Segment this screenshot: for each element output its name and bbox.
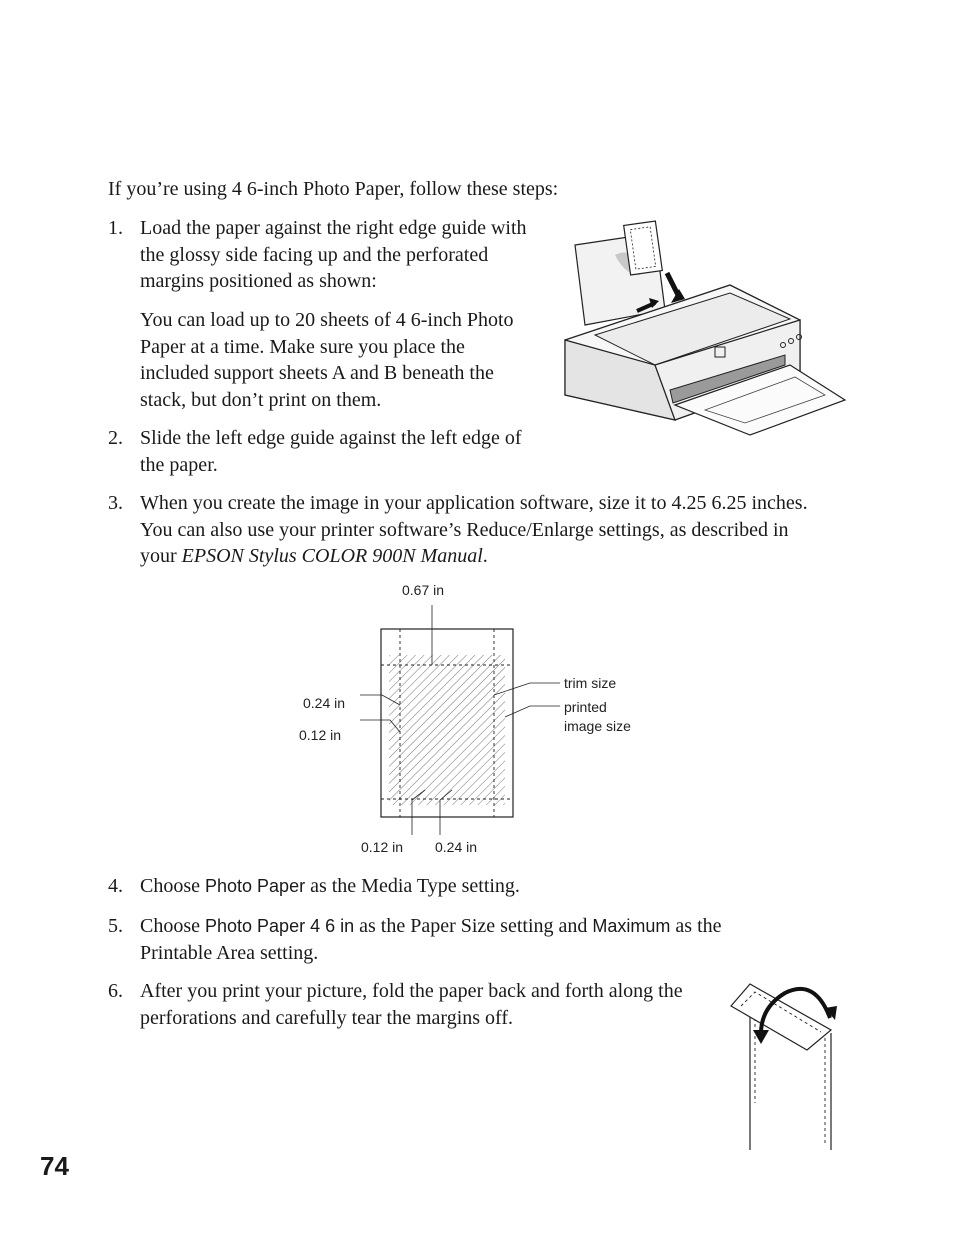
manual-title: EPSON Stylus COLOR 900N Manual bbox=[181, 545, 483, 567]
step-5-number: 5. bbox=[108, 915, 123, 937]
ui-term-maximum: Maximum bbox=[592, 916, 671, 936]
diagram-label-bottom-024: 0.24 in bbox=[435, 839, 478, 855]
fold-illustration bbox=[725, 978, 845, 1153]
step-6-text: After you print your picture, fold the paper back and forth along the perforations and carefully tear the margins off. bbox=[140, 980, 683, 1029]
step-4-post: as the Media Type setting. bbox=[305, 875, 520, 897]
step-4-pre: Choose bbox=[140, 875, 205, 897]
step-6-number: 6. bbox=[108, 980, 123, 1002]
margin-diagram bbox=[360, 600, 580, 840]
step-5-text bbox=[140, 913, 760, 966]
diagram-label-bottom-012: 0.12 in bbox=[361, 839, 404, 855]
step-5-mid: as the Paper Size setting and bbox=[354, 915, 593, 937]
step-1-note: You can load up to 20 sheets of 4 6-inch Photo Paper at a time. Make sure you place the included support sheets A and B beneath the stack, but don’t print on them. bbox=[140, 309, 514, 411]
page-number: 74 bbox=[40, 1151, 69, 1181]
step-3-period: . bbox=[482, 545, 488, 567]
diagram-label-image-size: image size bbox=[564, 718, 631, 734]
step-1-number: 1. bbox=[108, 217, 123, 239]
step-2-text: Slide the left edge guide against the left edge of the paper. bbox=[140, 427, 522, 476]
ui-term-photo-paper: Photo Paper bbox=[205, 876, 306, 896]
step-5-pre: Choose bbox=[140, 915, 205, 937]
printer-illustration bbox=[555, 215, 855, 450]
step-3-text bbox=[140, 490, 830, 570]
diagram-label-left-012: 0.12 in bbox=[299, 727, 342, 743]
intro-text: If you’re using 4 6-inch Photo Paper, follow these steps: bbox=[108, 178, 559, 200]
step-5-post: as the Printable Area setting. bbox=[140, 915, 722, 964]
step-3-number: 3. bbox=[108, 492, 123, 514]
step-3-text-main: When you create the image in your application software, size it to 4.25 6.25 inches. You can also use your printer software’s Reduce/Enlarge settings, as described in your bbox=[140, 492, 808, 567]
diagram-label-top: 0.67 in bbox=[402, 582, 445, 598]
ui-term-paper-size: Photo Paper 4 6 in bbox=[205, 916, 355, 936]
step-4-number: 4. bbox=[108, 875, 123, 897]
diagram-label-printed: printed bbox=[564, 699, 607, 715]
diagram-label-trim-size: trim size bbox=[564, 675, 617, 691]
step-4-text bbox=[140, 873, 840, 900]
diagram-label-left-024: 0.24 in bbox=[303, 695, 346, 711]
step-2-number: 2. bbox=[108, 427, 123, 449]
step-1-text: Load the paper against the right edge guide with the glossy side facing up and the perforated margins positioned as shown: bbox=[140, 217, 527, 292]
